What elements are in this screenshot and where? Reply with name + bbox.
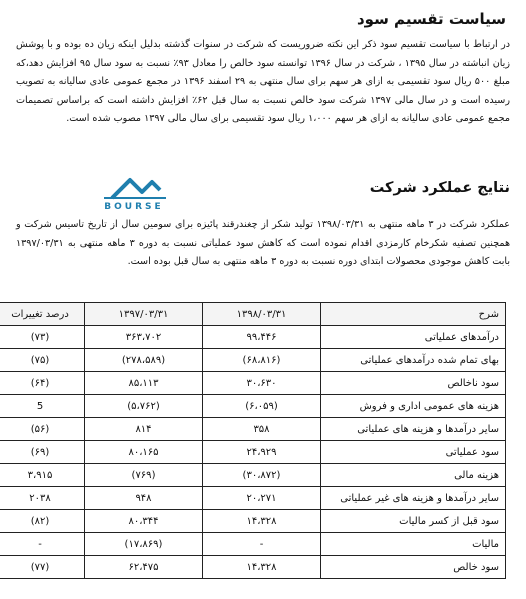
header-period-1397: ۱۳۹۷/۰۳/۳۱	[85, 303, 203, 326]
section-title-company-performance: نتایج عملکرد شرکت	[369, 180, 510, 196]
header-description: شرح	[321, 303, 506, 326]
value-1397: ۸۰،۱۶۵	[85, 441, 203, 464]
table-row	[0, 372, 506, 395]
value-1398: -	[203, 533, 321, 556]
header-period-1398: ۱۳۹۸/۰۳/۳۱	[203, 303, 321, 326]
table-row	[0, 349, 506, 372]
table-row	[0, 441, 506, 464]
company-performance-paragraph: عملکرد شرکت در ۳ ماهه منتهی به ۱۳۹۸/۰۳/۳۱ تولید شکر از چغندرقند پائیزه برای سومین سال از تاریخ تاسیس شرکت و همچنین تصفیه شکرخام کارمزدی اقدام نموده است که کاهش سود عملیاتی نسبت به دوره ۳ ماهه منتهی به ۱۳۹۷/۰۳/۳۱ بابت کاهش موجودی محصولات ابتدای دوره نسبت به دوره ۳ ماهه منتهی به سال قبل بوده است.	[16, 219, 511, 268]
value-1398: ۳۵۸	[203, 418, 321, 441]
value-1397: ۸۰،۳۴۴	[85, 510, 203, 533]
table-row	[0, 487, 506, 510]
change-percent: (۶۴)	[0, 372, 85, 395]
value-1397: (۲۷۸،۵۸۹)	[85, 349, 203, 372]
row-description: مالیات	[321, 533, 506, 556]
row-description: سود ناخالص	[321, 372, 506, 395]
change-percent: ۲۰۳۸	[0, 487, 85, 510]
change-percent: (۸۲)	[0, 510, 85, 533]
table-header-row	[0, 303, 506, 326]
svg-text:BOURSE: BOURSE	[104, 202, 164, 212]
header-change-percent: درصد تغییرات	[0, 303, 85, 326]
table-row	[0, 464, 506, 487]
bourse-logo	[68, 172, 200, 212]
financial-table-container	[11, 302, 506, 579]
change-percent: -	[0, 533, 85, 556]
value-1397: ۸۱۴	[85, 418, 203, 441]
value-1397: (۷۶۹)	[85, 464, 203, 487]
row-description: سود عملیاتی	[321, 441, 506, 464]
table-row	[0, 418, 506, 441]
dividend-policy-paragraph: در ارتباط با سیاست تقسیم سود ذکر این نکته ضروریست که شرکت در سنوات گذشته بدلیل اینکه زیان ده بوده و با پوشش زیان انباشته در سال ۱۳۹۵ ، شرکت در سال ۱۳۹۶ توانسته سود خالص را معادل ۹۳٪ نسبت به سود سال ۹۵ افزایش دهد،که مبلغ ۵۰۰ ریال سود تقسیمی به ازای هر سهم برای سال منتهی به ۲۹ اسفند ۱۳۹۶ در مجمع عمومی عادی سالیانه به تصویب رسیده است و در سال مالی ۱۳۹۷ شرکت سود خالص نسبت به سال قبل ۶۲٪ افزایش داشته است که براساس تصمیمات مجمع عمومی عادی سالیانه به ازای هر سهم ۱،۰۰۰ ریال سود تقسیمی برای سال مالی ۱۳۹۷ مصوب شده است.	[16, 39, 510, 125]
value-1397: ۶۲،۴۷۵	[85, 556, 203, 579]
value-1398: ۱۴،۳۲۸	[203, 556, 321, 579]
value-1397: (۵،۷۶۲)	[85, 395, 203, 418]
table-row	[0, 556, 506, 579]
change-percent: (۶۹)	[0, 441, 85, 464]
table-row	[0, 395, 506, 418]
change-percent: (۷۷)	[0, 556, 85, 579]
table-row	[0, 533, 506, 556]
value-1397: ۸۵،۱۱۳	[85, 372, 203, 395]
financial-results-table	[0, 302, 506, 579]
row-description: بهای تمام شده درآمدهای عملیاتی	[321, 349, 506, 372]
change-percent: 5	[0, 395, 85, 418]
value-1397: ۳۶۳،۷۰۲	[85, 326, 203, 349]
row-description: سایر درآمدها و هزینه های غیر عملیاتی	[321, 487, 506, 510]
value-1397: ۹۴۸	[85, 487, 203, 510]
row-description: هزینه های عمومی اداری و فروش	[321, 395, 506, 418]
value-1398: ۱۴،۳۲۸	[203, 510, 321, 533]
change-percent: (۷۵)	[0, 349, 85, 372]
row-description: هزینه مالی	[321, 464, 506, 487]
table-row	[0, 510, 506, 533]
value-1398: ۲۰،۲۷۱	[203, 487, 321, 510]
row-description: سود خالص	[321, 556, 506, 579]
table-row	[0, 326, 506, 349]
value-1398: ۹۹،۴۴۶	[203, 326, 321, 349]
value-1398: ۳۰،۶۳۰	[203, 372, 321, 395]
change-percent: ۳،۹۱۵	[0, 464, 85, 487]
value-1398: (۳۰،۸۷۲)	[203, 464, 321, 487]
row-description: سایر درآمدها و هزینه های عملیاتی	[321, 418, 506, 441]
value-1398: (۶۸،۸۱۶)	[203, 349, 321, 372]
change-percent: (۵۶)	[0, 418, 85, 441]
value-1397: (۱۷،۸۶۹)	[85, 533, 203, 556]
row-description: سود قبل از کسر مالیات	[321, 510, 506, 533]
value-1398: ۲۴،۹۲۹	[203, 441, 321, 464]
row-description: درآمدهای عملیاتی	[321, 326, 506, 349]
section-title-dividend-policy: سیاست تقسیم سود	[356, 10, 506, 28]
change-percent: (۷۳)	[0, 326, 85, 349]
value-1398: (۶،۰۵۹)	[203, 395, 321, 418]
